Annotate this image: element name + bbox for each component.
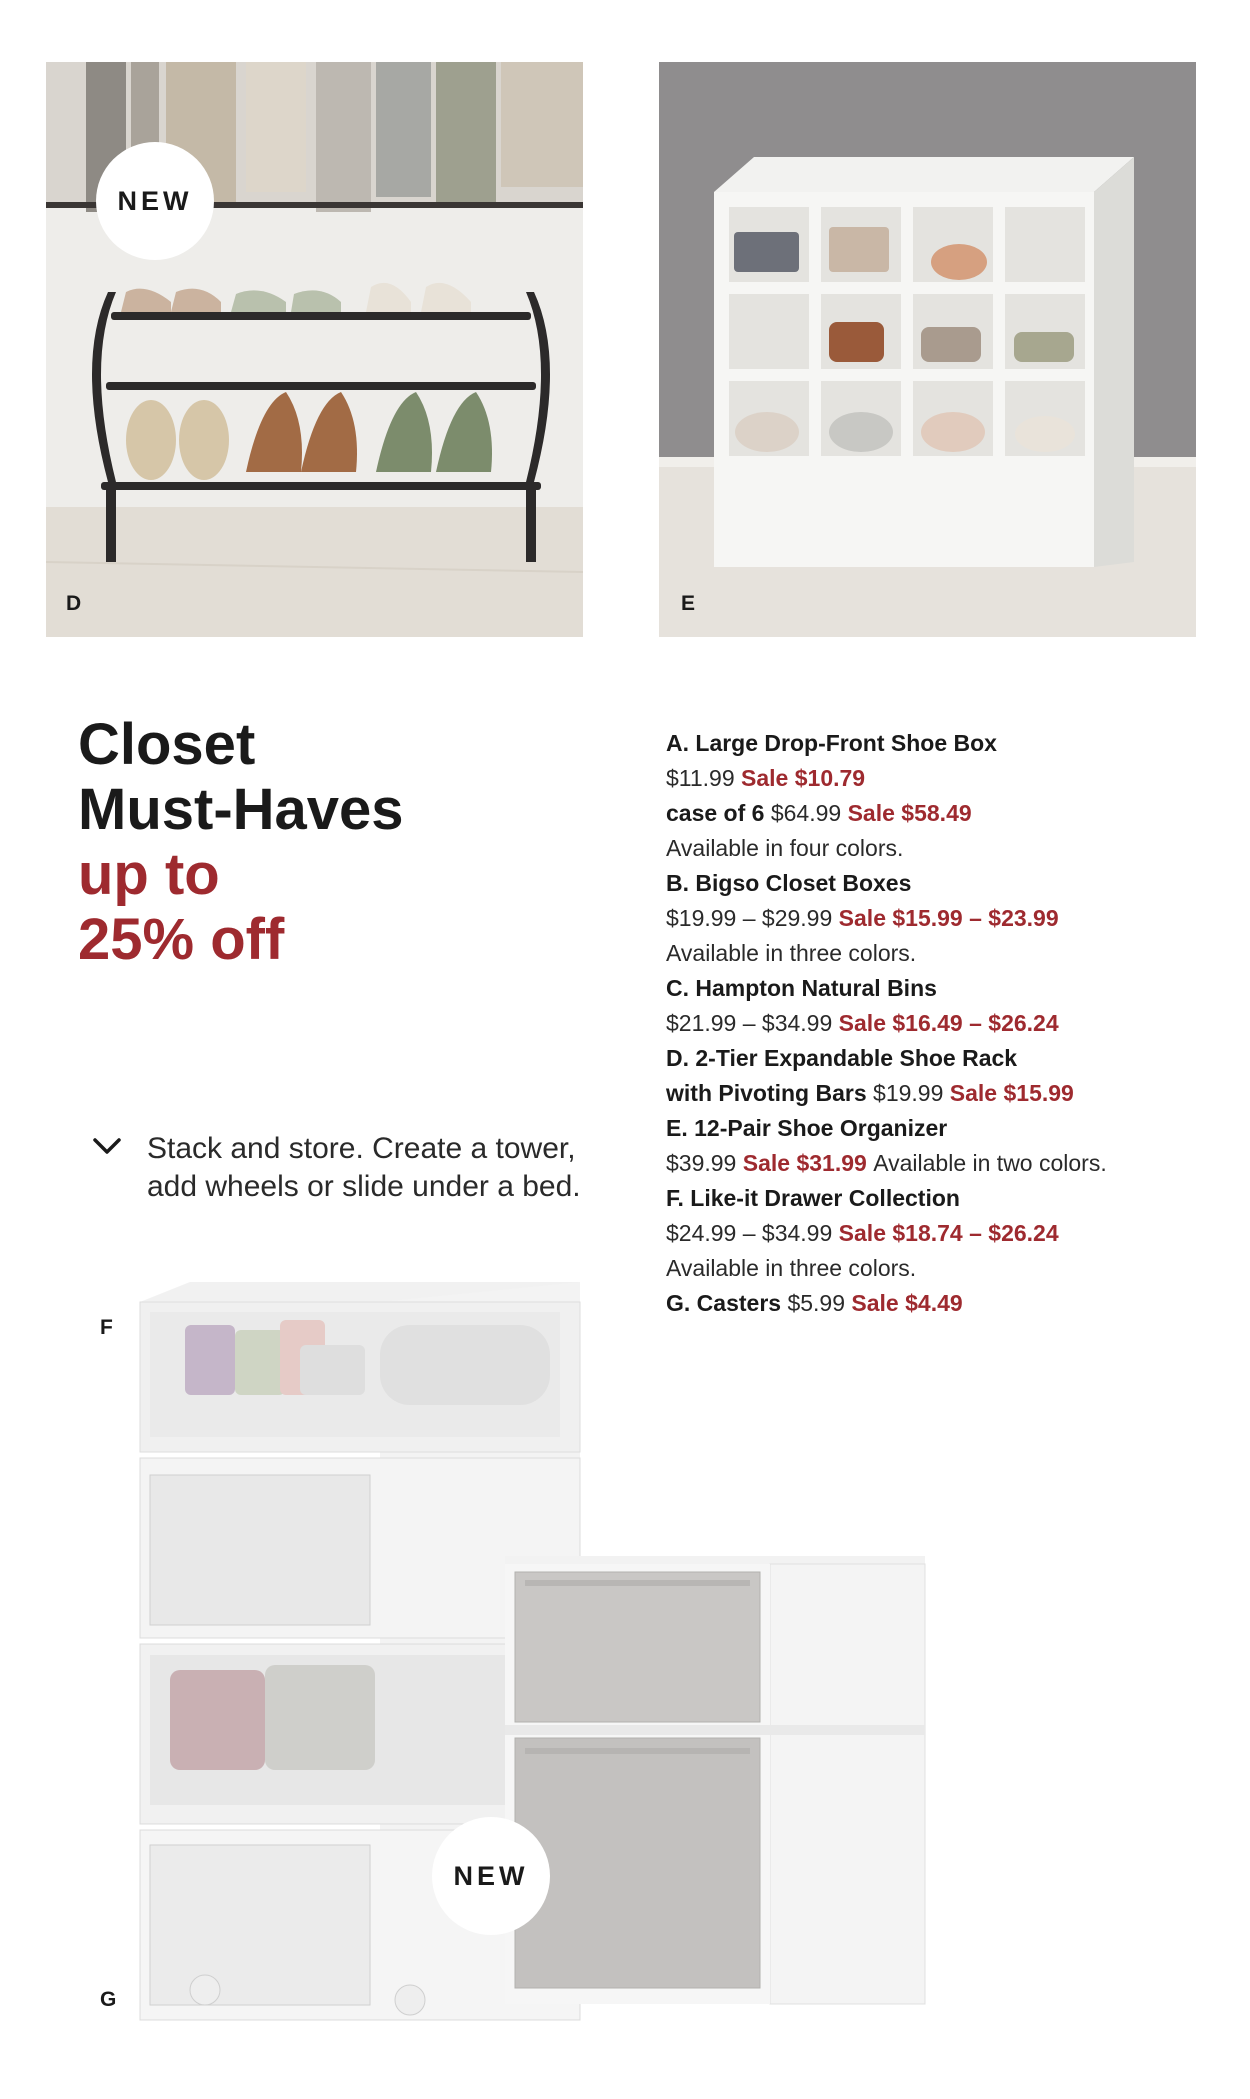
product-line bbox=[666, 866, 1226, 901]
product-line bbox=[666, 761, 1226, 796]
product-line bbox=[666, 1146, 1226, 1181]
product-price-list bbox=[666, 726, 1226, 1321]
product-line bbox=[666, 726, 1226, 761]
product-line bbox=[666, 901, 1226, 936]
regular-text: $5.99 bbox=[787, 1290, 852, 1316]
product-name: case of 6 bbox=[666, 800, 771, 826]
product-name: D. 2-Tier Expandable Shoe Rack bbox=[666, 1045, 1018, 1071]
new-badge: NEW bbox=[96, 142, 214, 260]
product-entry bbox=[666, 726, 1226, 866]
sale-price: Sale $16.49 – $26.24 bbox=[838, 1010, 1059, 1036]
product-line bbox=[666, 1076, 1226, 1111]
sale-price: Sale $15.99 bbox=[949, 1080, 1074, 1106]
product-name: G. Casters bbox=[666, 1290, 788, 1316]
product-line bbox=[666, 1041, 1226, 1076]
tip-text: Stack and store. Create a tower, add wheels or slide under a bed. bbox=[147, 1132, 581, 1203]
product-entry bbox=[666, 971, 1226, 1041]
drawer-collection-photo bbox=[0, 1270, 1250, 2094]
item-letter-f: F bbox=[100, 1316, 113, 1339]
shoe-rack-photo bbox=[46, 62, 583, 637]
chevron-down-icon bbox=[92, 1136, 122, 1156]
sale-price: Sale $31.99 bbox=[742, 1150, 874, 1176]
regular-text: $11.99 bbox=[666, 765, 742, 791]
regular-text: $19.99 bbox=[873, 1080, 950, 1106]
headline-discount-2: 25% off bbox=[78, 907, 285, 972]
regular-text: Available in three colors. bbox=[666, 1255, 917, 1281]
product-line bbox=[666, 1181, 1226, 1216]
product-line bbox=[666, 796, 1226, 831]
regular-text: Available in two colors. bbox=[873, 1150, 1107, 1176]
headline-line-1: Closet bbox=[78, 712, 256, 777]
sale-price: Sale $58.49 bbox=[847, 800, 972, 826]
sale-price: Sale $4.49 bbox=[851, 1290, 963, 1316]
regular-text: $24.99 – $34.99 bbox=[666, 1220, 839, 1246]
product-entry bbox=[666, 1111, 1226, 1181]
sale-price: Sale $10.79 bbox=[741, 765, 866, 791]
drawer-illustration bbox=[0, 1270, 1250, 2094]
product-name: E. 12-Pair Shoe Organizer bbox=[666, 1115, 948, 1141]
product-line bbox=[666, 936, 1226, 971]
product-line bbox=[666, 1006, 1226, 1041]
product-name: with Pivoting Bars bbox=[666, 1080, 874, 1106]
product-entry bbox=[666, 1041, 1226, 1111]
headline-discount-1: up to bbox=[78, 842, 220, 907]
product-line bbox=[666, 1111, 1226, 1146]
regular-text: $21.99 – $34.99 bbox=[666, 1010, 839, 1036]
regular-text: $19.99 – $29.99 bbox=[666, 905, 839, 931]
regular-text: Available in four colors. bbox=[666, 835, 904, 861]
product-line bbox=[666, 1216, 1226, 1251]
new-badge: NEW bbox=[432, 1817, 550, 1935]
product-line bbox=[666, 831, 1226, 866]
item-letter-d: D bbox=[66, 592, 82, 615]
product-name: C. Hampton Natural Bins bbox=[666, 975, 937, 1001]
product-name: B. Bigso Closet Boxes bbox=[666, 870, 912, 896]
sale-price: Sale $18.74 – $26.24 bbox=[838, 1220, 1059, 1246]
shoe-organizer-photo bbox=[659, 62, 1196, 637]
product-entry bbox=[666, 866, 1226, 971]
product-name: F. Like-it Drawer Collection bbox=[666, 1185, 960, 1211]
product-line bbox=[666, 971, 1226, 1006]
item-letter-g: G bbox=[100, 1988, 117, 2011]
item-letter-e: E bbox=[681, 592, 696, 615]
regular-text: $39.99 bbox=[666, 1150, 743, 1176]
promo-headline bbox=[78, 712, 404, 972]
sale-price: Sale $15.99 – $23.99 bbox=[838, 905, 1059, 931]
regular-text: Available in three colors. bbox=[666, 940, 917, 966]
regular-text: $64.99 bbox=[770, 800, 848, 826]
product-name: A. Large Drop-Front Shoe Box bbox=[666, 730, 997, 756]
headline-line-2: Must-Haves bbox=[78, 777, 404, 842]
shoe-organizer-illustration bbox=[659, 62, 1196, 637]
